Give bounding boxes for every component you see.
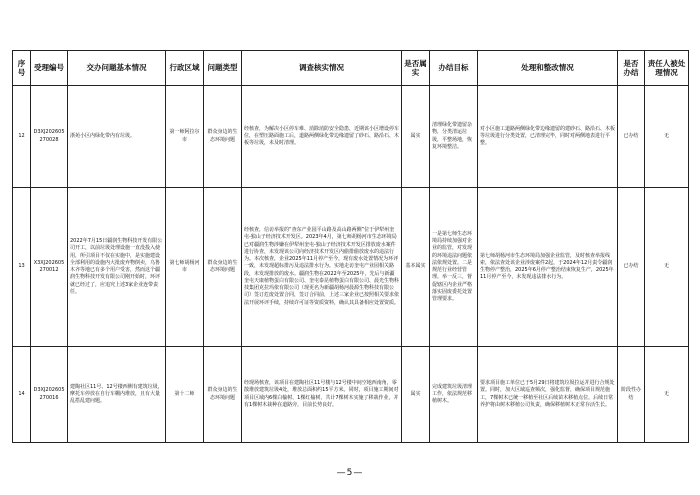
cell-region: 第一师阿拉尔市 [166,86,204,188]
table-row [13,347,689,443]
cell-type: 群众身边的生态环境问题 [204,86,242,188]
cell-seq: 13 [13,188,31,347]
cell-region: 第七师胡杨河市 [166,188,204,347]
issue-table [12,50,689,443]
header-done: 是否办结 [618,51,645,86]
cell-type: 群众身边的生态环境问题 [204,188,242,347]
table-header-row [13,51,689,86]
header-id: 受理编号 [31,51,68,86]
header-region: 行政区域 [166,51,204,86]
cell-true: 基本属实 [402,188,430,347]
cell-id: D3XJ202605270016 [31,347,68,443]
cell-id: X3XJ202605270012 [31,188,68,347]
cell-goal: 清理绿化带遗留杂物，分类清运垃圾，平整场地，恢复环境整洁。 [430,86,478,188]
cell-seq: 12 [13,86,31,188]
header-issue: 交办问题基本情况 [68,51,166,86]
cell-investigation: 经核查，为解决小区停车难、消除消防安全隐患，近期该小区增设停车位，在塑压路面施工后，道路两侧绿化带边缘遗留了砂石、路沿石、木板等垃圾，未及时清理。 [242,86,402,188]
header-true: 是否属实 [402,51,430,86]
cell-seq: 14 [13,347,31,443]
cell-penalty: 无 [645,347,689,443]
header-seq: 序号 [13,51,31,86]
header-penalty: 责任人被处理情况 [645,51,689,86]
cell-penalty: 无 [645,86,689,188]
cell-issue: 建陶社区11号、12号楼西侧有建筑垃圾，摩托车停放在自行车棚内堆放，且有大量乱搭乱建问题。 [68,347,166,443]
table-row [13,188,689,347]
cell-handling: 第七师胡杨河市生态环境局加强企业监管，及时核查举报线索，依法查处该企业涉废案件2起，于2024年12月责令疆润生物停产整治，2025年6月停产整治结束恢复生产，2025年11月停产至今，未发现违法排水行为。 [478,188,618,347]
header-type: 问题类型 [204,51,242,86]
cell-issue: 2022年7月15日疆润生物科技开发有限公司开工，以前垃圾处理设施一直没投入使用，所引项目不仅在实施中，是实施建设全部利用的设施内大批废弃物倒卖，乌鲁木齐等地已有多个用户受害，然而这个疆润生物科技开发有限公司刚开始时，环评就已经过了，应追究上述3家企业连带责任。 [68,188,166,347]
header-investigation: 调查核实情况 [242,51,402,86]
cell-done: 已办结 [618,188,645,347]
cell-region: 第十二师 [166,347,204,443]
cell-id: D3XJ202605270028 [31,86,68,188]
cell-investigation: 经现场核查，该项目在建陶社区11号楼与12号楼中间空地西南角，零散堆放建筑垃圾4处，堆放总面积约15平方米。同时，项目施工期间对项目区域内6棵白榆树、1棵红榆树，共计7棵树木实施了移栽作业，并有1棵树木栽种在道路旁，目前长势良好。 [242,347,402,443]
page-number: —5— [336,468,364,478]
cell-type: 群众身边的生态环境问题 [204,347,242,443]
table-row [13,86,689,188]
cell-done: 已办结 [618,86,645,188]
cell-handling: 对小区施工道路两侧绿化带边缘遗留的建砂石、路沿石、木板等垃圾进行分类处置，已清理完毕，同时对两侧地表进行平整。 [478,86,618,188]
cell-goal: 完成建筑垃圾清理工作，依法规范移植树木。 [430,347,478,443]
cell-penalty: 无 [645,188,689,347]
cell-handling: 要求项目施工单位已于5月29日将建筑垃圾拉运并进行合规处置。同时，加大区域巡查频次，强化监督，确保项目规范施工，7棵树木已统一移植至社区后续苗木移植点位，后续日常养护将由树木移植公司负责，确保移植树木正常存活生长。 [478,347,618,443]
cell-true: 属实 [402,86,430,188]
header-goal: 办结目标 [430,51,478,86]
cell-goal: 一是第七师生态环境局持续加强对企业的监管，对发现的环境违法问题依法依规处置。二是规范行业经营管理。举一反三，督促辖区内企业严格落实固废委托处置管理要求。 [430,188,478,347]
cell-true: 属实 [402,347,430,443]
cell-issue: 浙苑小区内绿化带内有垃圾。 [68,86,166,188]
header-handling: 处理和整改情况 [478,51,618,86]
cell-done: 阶段性办结 [618,347,645,443]
cell-investigation: 经核查，信访举报的“查东产业园平山路及高山路两侧”位于伊犁州奎屯-独山子经济技术开发区。2023年4月，第七师胡杨河市生态环境局已对疆润生物涉嫌在伊犁州奎屯-独山子经济技术开发区排放废水案件进行协查，未发现该公司向经济技术开发区内偷排偷放废水的违法行为。本次核查，企业2025年11月停产至今，现有废水处置情况为环评一致，未发现超标排污及违法排水行为。实地走访奎屯产业园相关路段，未发现排放的废水。疆润生物在2022年至2025年，先后与新疆奎屯天康植物蛋白有限公司、奎屯泰昆植物蛋白有限公司、晨光生物科技集团克拉玛依有限公司（现更名为新疆胡杨河晨源生物科技有限公司）签订危废处置合同，签订合同前，上述三家企业已按照相关要求依法开展环评手续，持续许可证等资质资料，确认其具备相应处置资质。 [242,188,402,347]
